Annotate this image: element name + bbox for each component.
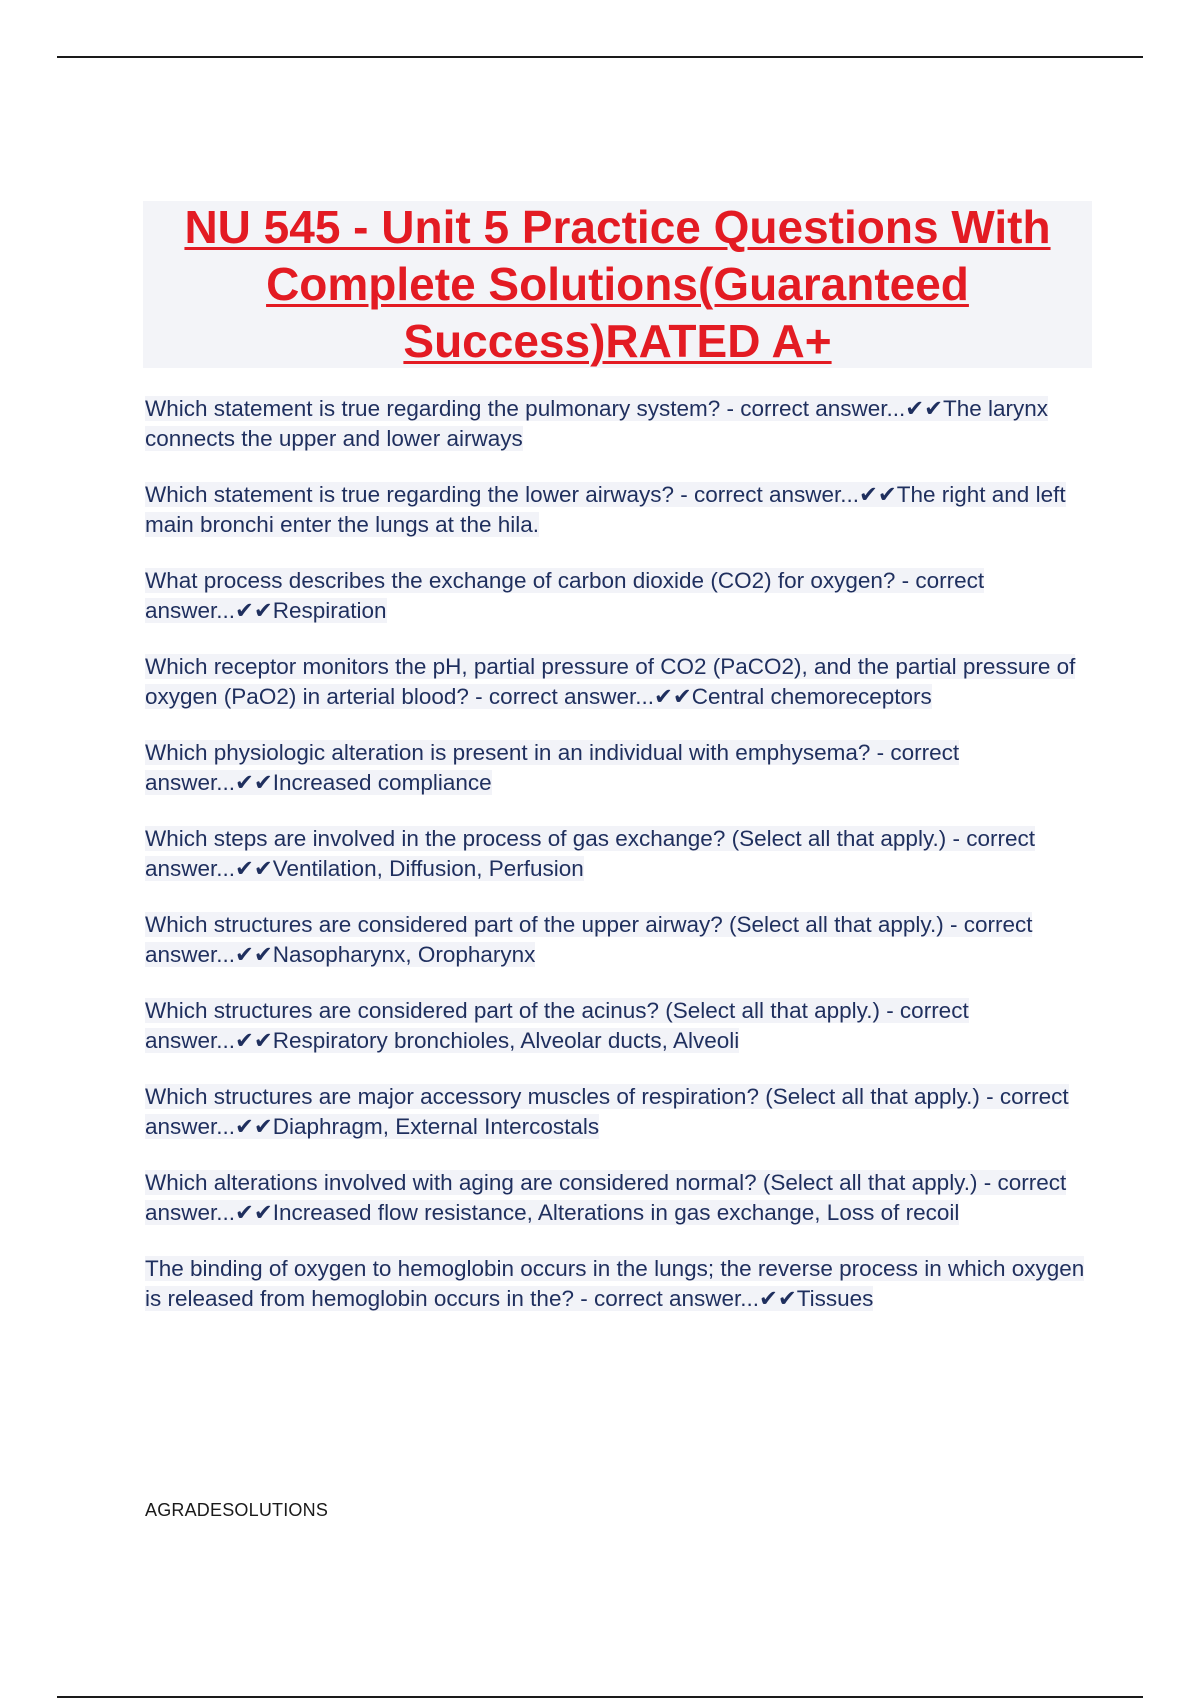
qa-item-text: Which alterations involved with aging are considered normal? (Select all that apply.) - correct answer...✔✔Increased flow resistance, Alterations in gas exchange, Loss of recoil	[145, 1170, 1067, 1225]
title-banner	[143, 201, 1092, 368]
qa-item	[145, 394, 1085, 454]
bottom-rule	[57, 1696, 1143, 1698]
qa-item	[145, 652, 1085, 712]
qa-item-text: Which statement is true regarding the pulmonary system? - correct answer...✔✔The larynx connects the upper and lower airways	[145, 396, 1049, 451]
top-rule	[57, 56, 1143, 58]
qa-item-text: Which structures are considered part of the upper airway? (Select all that apply.) - correct answer...✔✔Nasopharynx, Oropharynx	[145, 912, 1033, 967]
qa-item-text: The binding of oxygen to hemoglobin occurs in the lungs; the reverse process in which oxygen is released from hemoglobin occurs in the? - correct answer...✔✔Tissues	[145, 1256, 1085, 1311]
qa-item-text: Which statement is true regarding the lower airways? - correct answer...✔✔The right and left main bronchi enter the lungs at the hila.	[145, 482, 1066, 537]
qa-item	[145, 1168, 1085, 1228]
footer-brand: AGRADESOLUTIONS	[145, 1500, 329, 1520]
qa-item	[145, 480, 1085, 540]
qa-item-text: Which structures are major accessory muscles of respiration? (Select all that apply.) - correct answer...✔✔Diaphragm, External Intercostals	[145, 1084, 1069, 1139]
qa-item	[145, 1082, 1085, 1142]
qa-item	[145, 910, 1085, 970]
qa-item	[145, 738, 1085, 798]
qa-item	[145, 996, 1085, 1056]
qa-item-text: Which receptor monitors the pH, partial pressure of CO2 (PaCO2), and the partial pressure of oxygen (PaO2) in arterial blood? - correct answer...✔✔Central chemoreceptors	[145, 654, 1076, 709]
qa-item-text: Which steps are involved in the process of gas exchange? (Select all that apply.) - correct answer...✔✔Ventilation, Diffusion, Perfusion	[145, 826, 1036, 881]
qa-item	[145, 566, 1085, 626]
qa-list	[145, 394, 1085, 1340]
qa-item-text: What process describes the exchange of carbon dioxide (CO2) for oxygen? - correct answer...✔✔Respiration	[145, 568, 985, 623]
qa-item	[145, 1254, 1085, 1314]
document-title: NU 545 - Unit 5 Practice Questions With Complete Solutions(Guaranteed Success)RATED A+	[184, 201, 1051, 367]
qa-item-text: Which physiologic alteration is present in an individual with emphysema? - correct answer...✔✔Increased compliance	[145, 740, 960, 795]
qa-item-text: Which structures are considered part of the acinus? (Select all that apply.) - correct answer...✔✔Respiratory bronchioles, Alveolar ducts, Alveoli	[145, 998, 969, 1053]
qa-item	[145, 824, 1085, 884]
